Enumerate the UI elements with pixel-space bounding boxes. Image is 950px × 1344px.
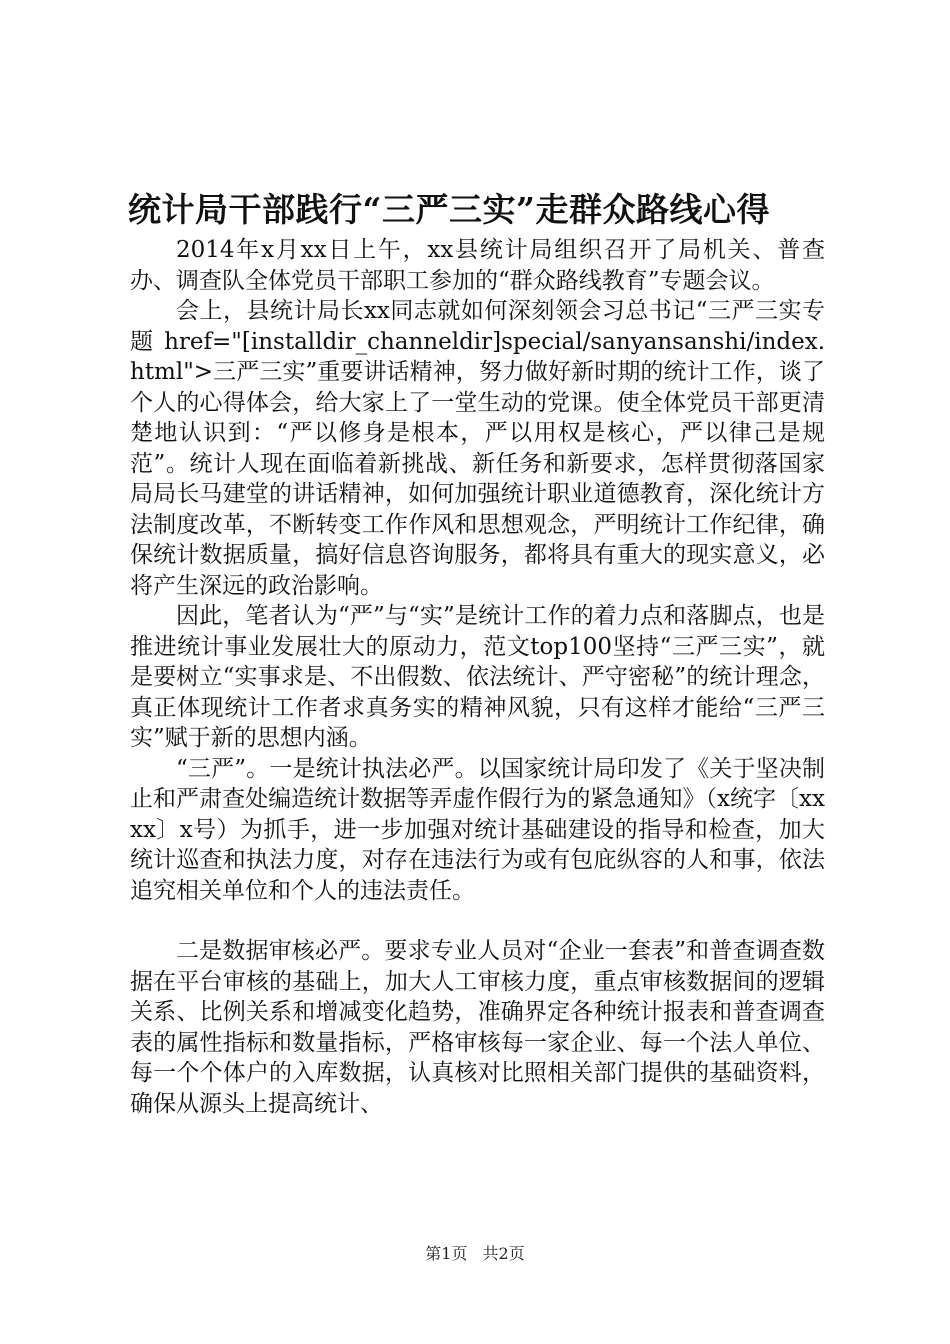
paragraph-three-strict: “三严”。一是统计执法必严。以国家统计局印发了《关于坚决制止和严肃查处编造统计数据等弄虚作假行为的紧急通知》（x统字〔xxxx〕x号）为抓手，进一步加强对统计基础建设的指导和检查，加大统计巡查和执法力度，对存在违法行为或有包庇纵容的人和事，依法追究相关单位和个人的违法责任。 xyxy=(130,755,825,904)
document-body xyxy=(130,235,825,1119)
paragraph-conclusion: 因此，笔者认为“严”与“实”是统计工作的着力点和落脚点，也是推进统计事业发展壮大的原动力，范文top100坚持“三严三实”，就是要树立“实事求是、不出假数、依法统计、严守密秘”的统计理念，真正体现统计工作者求真务实的精神风貌，只有这样才能给“三严三实”赋于新的思想内涵。 xyxy=(130,603,825,751)
document-title: 统计局干部践行“三严三实”走群众路线心得 xyxy=(128,190,770,229)
page-footer xyxy=(0,1243,950,1265)
page-total: 共2页 xyxy=(482,1244,525,1263)
paragraph-meeting: 2014年x月xx日上午，xx县统计局组织召开了局机关、普查办、调查队全体党员干部职工参加的“群众路线教育”专题会议。 xyxy=(130,237,825,294)
paragraph-data-review: 二是数据审核必严。要求专业人员对“企业一套表”和普查调查数据在平台审核的基础上，加大人工审核力度，重点审核数据间的逻辑关系、比例关系和增减变化趋势，准确界定各种统计报表和普查调查表的属性指标和数量指标，严格审核每一家企业、每一个法人单位、每一个个体户的入库数据，认真核对比照相关部门提供的基础资料，确保从源头上提高统计、 xyxy=(130,938,825,1117)
paragraph-speech: 会上，县统计局长xx同志就如何深刻领会习总书记“三严三实专题 href="[installdir_channeldir]special/sanyansanshi/index.html">三严三实”重要讲话精神，努力做好新时期的统计工作，谈了个人的心得体会，给大家上了一堂生动的党课。使全体党员干部更清楚地认识到：“严以修身是根本，严以用权是核心，严以律己是规范”。统计人现在面临着新挑战、新任务和新要求，怎样贯彻落国家局局长马建堂的讲话精神，如何加强统计职业道德教育，深化统计方法制度改革，不断转变工作作风和思想观念，严明统计工作纪律，确保统计数据质量，搞好信息咨询服务，都将具有重大的现实意义，必将产生深远的政治影响。 xyxy=(130,298,825,599)
page-number: 第1页 xyxy=(425,1244,468,1263)
